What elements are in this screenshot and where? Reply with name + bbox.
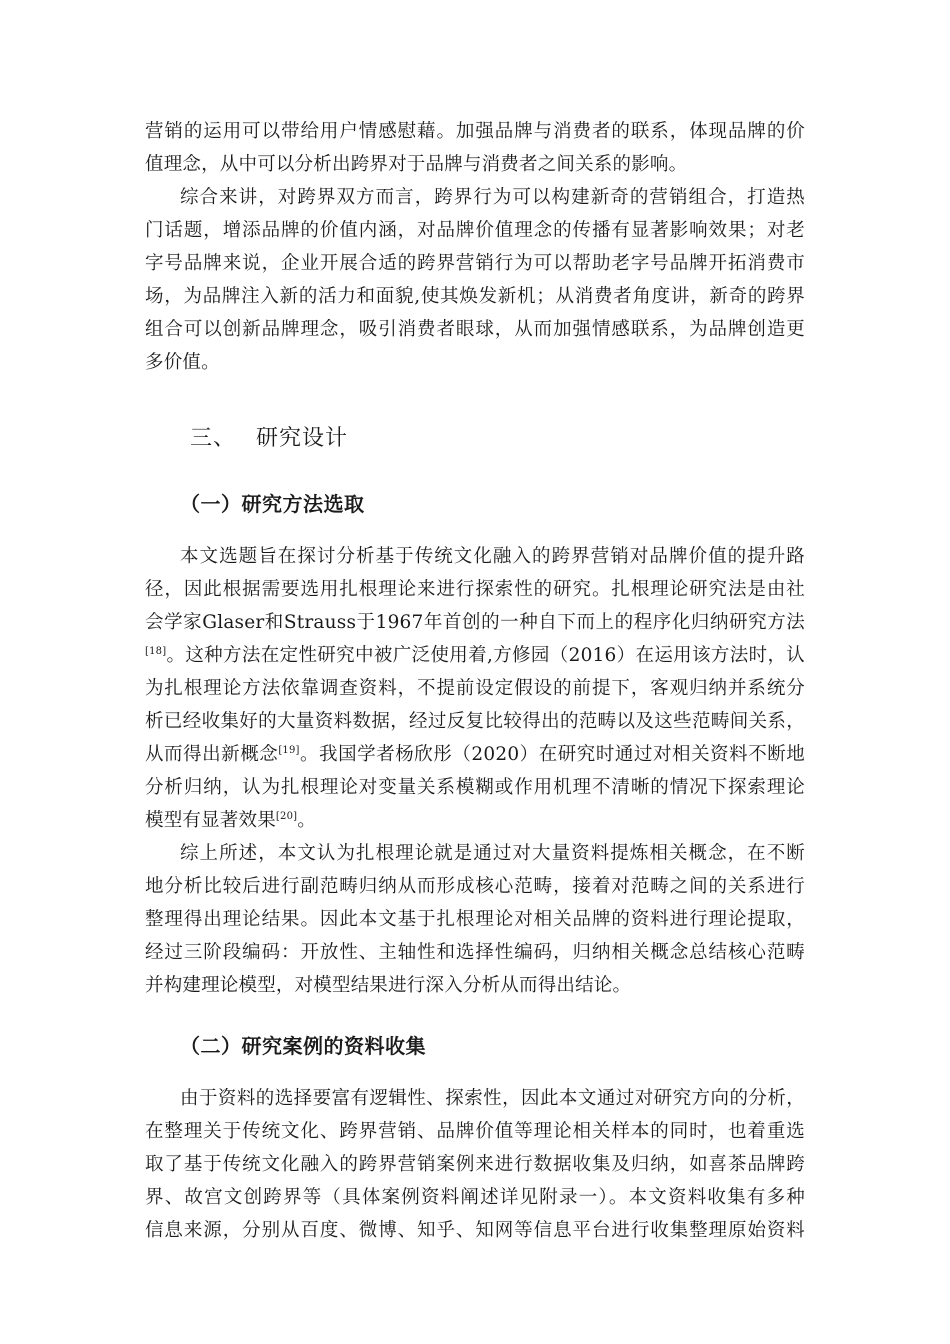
citation-20: [20] <box>275 811 298 822</box>
paragraph-3-line-6: 析已经收集好的大量资料数据，经过反复比较得出的范畴以及这些范畴间关系， <box>145 711 805 732</box>
paragraph-3-line-7-text-a: 从而得出新概念 <box>145 744 279 765</box>
paragraph-2-line-3: 字号品牌来说，企业开展合适的跨界营销行为可以帮助老字号品牌开拓消费市 <box>145 253 805 274</box>
paragraph-3-line-3: 会学家Glaser和Strauss于1967年首创的一种自下而上的程序化归纳研究方法 <box>145 612 805 633</box>
subsection-heading-1: （一）研究方法选取 <box>180 492 365 516</box>
paragraph-2-line-2: 门话题，增添品牌的价值内涵，对品牌价值理念的传播有显著影响效果；对老 <box>145 220 805 241</box>
paragraph-4-line-1: 综上所述，本文认为扎根理论就是通过对大量资料提炼相关概念，在不断 <box>180 843 805 864</box>
paragraph-5-line-5: 信息来源，分别从百度、微博、知乎、知网等信息平台进行收集整理原始资料 <box>145 1220 805 1241</box>
citation-18: [18] <box>145 646 167 657</box>
paragraph-4-line-4: 经过三阶段编码：开放性、主轴性和选择性编码，归纳相关概念总结核心范畴 <box>145 942 805 963</box>
paragraph-3-line-9-text-a: 模型有显著效果 <box>145 810 276 831</box>
section-number: 三、 <box>190 426 237 451</box>
paragraph-3-line-4 <box>145 644 805 668</box>
paragraph-3-line-1: 本文选题旨在探讨分析基于传统文化融入的跨界营销对品牌价值的提升路 <box>180 546 805 567</box>
paragraph-3-line-7 <box>145 743 805 767</box>
citation-19: [19] <box>278 745 300 756</box>
paragraph-3-line-7-text-b: 。我国学者杨欣彤（2020）在研究时通过对相关资料不断地 <box>299 744 805 765</box>
paragraph-2-line-4: 场，为品牌注入新的活力和面貌,使其焕发新机；从消费者角度讲，新奇的跨界 <box>145 286 805 307</box>
paragraph-3-line-2: 径，因此根据需要选用扎根理论来进行探索性的研究。扎根理论研究法是由社 <box>145 579 805 600</box>
paragraph-4-line-3: 整理得出理论结果。因此本文基于扎根理论对相关品牌的资料进行理论提取， <box>145 909 805 930</box>
paragraph-3-line-5: 为扎根理论方法依靠调查资料，不提前设定假设的前提下，客观归纳并系统分 <box>145 678 805 699</box>
paragraph-3-line-8: 分析归纳，认为扎根理论对变量关系模糊或作用机理不清晰的情况下探索理论 <box>145 777 805 798</box>
section-title: 研究设计 <box>256 426 349 451</box>
paragraph-5-line-3: 取了基于传统文化融入的跨界营销案例来进行数据收集及归纳，如喜茶品牌跨 <box>145 1154 805 1175</box>
paragraph-2-line-5: 组合可以创新品牌理念，吸引消费者眼球，从而加强情感联系，为品牌创造更 <box>145 319 805 340</box>
subsection-heading-2: （二）研究案例的资料收集 <box>180 1034 426 1058</box>
paragraph-3-line-4-text: 。这种方法在定性研究中被广泛使用着,方修园（2016）在运用该方法时，认 <box>166 645 805 666</box>
paragraph-4-line-2: 地分析比较后进行副范畴归纳从而形成核心范畴，接着对范畴之间的关系进行 <box>145 876 805 897</box>
paragraph-4-line-5: 并构建理论模型，对模型结果进行深入分析从而得出结论。 <box>145 975 632 996</box>
paragraph-5-line-1: 由于资料的选择要富有逻辑性、探索性，因此本文通过对研究方向的分析， <box>180 1088 805 1109</box>
paragraph-1-line-2: 值理念，从中可以分析出跨界对于品牌与消费者之间关系的影响。 <box>145 154 688 175</box>
paragraph-2-line-1: 综合来讲，对跨界双方而言，跨界行为可以构建新奇的营销组合，打造热 <box>180 187 805 208</box>
paragraph-1-line-1: 营销的运用可以带给用户情感慰藉。加强品牌与消费者的联系，体现品牌的价 <box>145 121 805 142</box>
paragraph-3-line-9 <box>145 809 805 833</box>
paragraph-3-line-9-text-b: 。 <box>297 810 316 831</box>
section-heading <box>190 424 348 454</box>
paragraph-5-line-2: 在整理关于传统文化、跨界营销、品牌价值等理论相关样本的同时，也着重选 <box>145 1121 805 1142</box>
paragraph-2-line-6: 多价值。 <box>145 352 220 373</box>
paragraph-5-line-4: 界、故宫文创跨界等（具体案例资料阐述详见附录一）。本文资料收集有多种 <box>145 1187 805 1208</box>
